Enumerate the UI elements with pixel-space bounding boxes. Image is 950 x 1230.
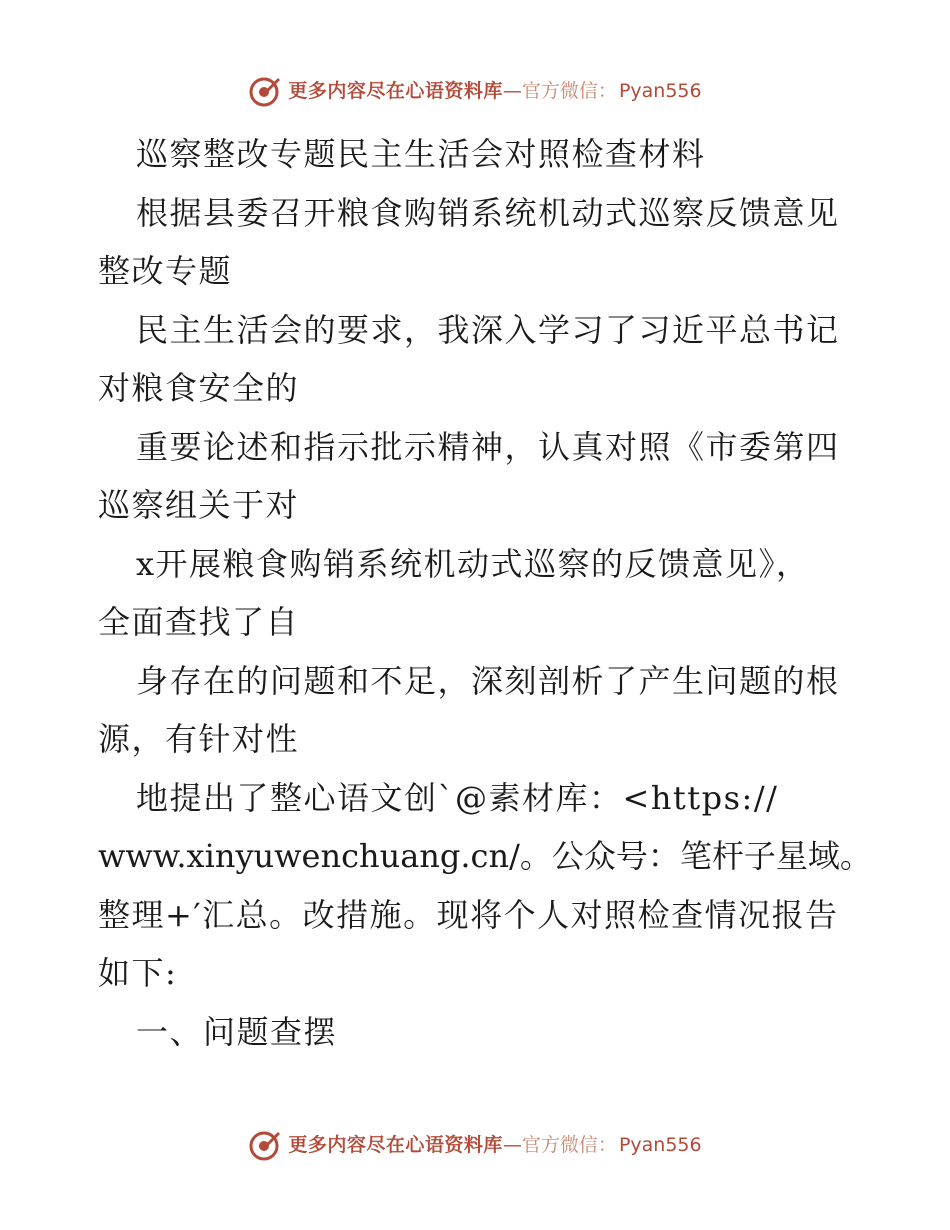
- pen-logo-icon: [248, 1128, 282, 1162]
- watermark-wechat-label: 官方微信：: [521, 80, 617, 102]
- text-line: 巡察组关于对: [98, 486, 300, 524]
- text-line: 重要论述和指示批示精神，认真对照《市委第四: [136, 427, 840, 466]
- document-body: [98, 125, 872, 1061]
- pen-logo-icon: [248, 74, 282, 108]
- text-line: 对粮食安全的: [98, 369, 300, 407]
- watermark-separator: —: [502, 80, 522, 102]
- text-line: 如下:: [98, 954, 178, 992]
- text-line: 身存在的问题和不足，深刻剖析了产生问题的根: [136, 661, 840, 700]
- text-line: 民主生活会的要求，我深入学习了习近平总书记: [136, 310, 840, 349]
- watermark-brand: 更多内容尽在心语资料库: [288, 1134, 503, 1156]
- section-heading: 一、问题查摆: [136, 1012, 338, 1051]
- watermark-wechat-label: 官方微信：: [521, 1134, 617, 1156]
- text-line: x开展粮食购销系统机动式巡察的反馈意见》，: [136, 544, 810, 583]
- text-line: 整理+′汇总。改措施。现将个人对照检查情况报告: [98, 895, 839, 934]
- text-line: 地提出了整心语文创`@素材库：<https://: [136, 778, 779, 817]
- text-line: 源，有针对性: [98, 720, 300, 758]
- text-line-url: www.xinyuwenchuang.cn/。公众号：笔杆子星域。: [98, 837, 872, 875]
- footer-watermark: [0, 1128, 950, 1162]
- text-line: 整改专题: [98, 252, 233, 290]
- document-title: 巡察整改专题民主生活会对照检查材料: [136, 135, 706, 173]
- watermark-brand: 更多内容尽在心语资料库: [288, 80, 503, 102]
- header-watermark: [0, 74, 950, 108]
- text-line: 全面查找了自: [98, 603, 300, 641]
- watermark-wechat-id: Pyan556: [618, 80, 702, 102]
- watermark-wechat-id: Pyan556: [618, 1134, 702, 1156]
- watermark-separator: —: [502, 1134, 522, 1156]
- text-line: 根据县委召开粮食购销系统机动式巡察反馈意见: [136, 193, 840, 232]
